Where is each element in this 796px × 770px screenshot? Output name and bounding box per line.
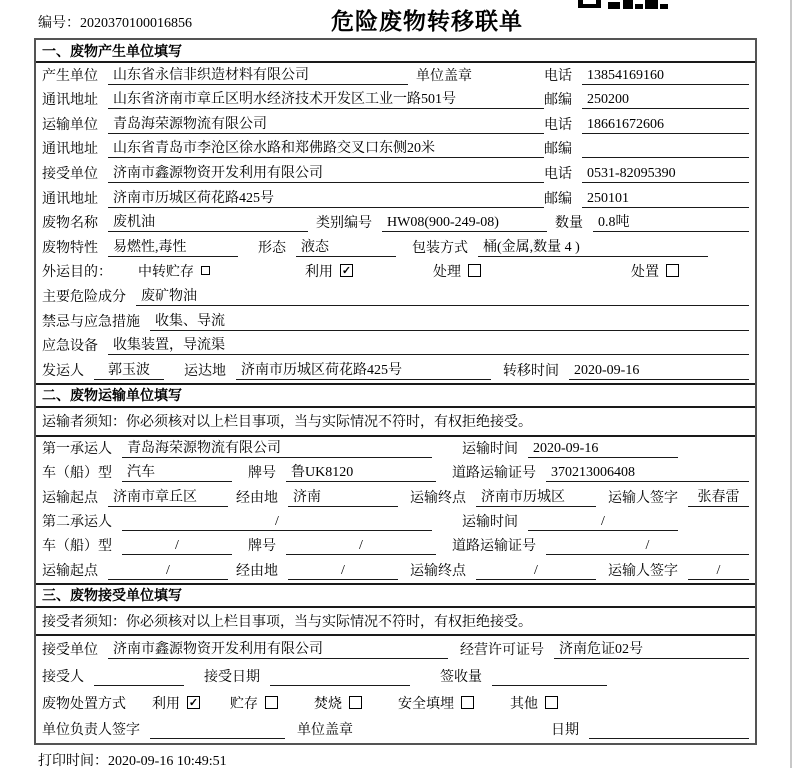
producer-unit-row: [36, 63, 755, 88]
quantity-label: 数量: [555, 216, 583, 232]
transporter-unit-label: 运输单位: [42, 117, 98, 133]
via2-value: /: [288, 563, 398, 580]
checkbox-icon: [461, 696, 474, 709]
receiver-zip-value: 250101: [582, 191, 749, 208]
disposal-option-storage: [230, 693, 278, 713]
permit-label: 经营许可证号: [460, 643, 544, 659]
receiver-notice: 接受者须知：你必须核对以上栏目事项，当与实际情况不符时，有权拒绝接受。: [36, 608, 755, 636]
taboo-label: 禁忌与应急措施: [42, 314, 140, 330]
receiver-address-row: [36, 186, 755, 211]
taboo-value: 收集、导流: [150, 310, 749, 331]
end2-label: 运输终点: [410, 563, 466, 579]
plate1-label: 牌号: [248, 466, 276, 482]
serial-number: [38, 12, 192, 32]
receiver-phone-value: 0531-82095390: [582, 166, 749, 183]
received-amount-value: [492, 685, 607, 686]
purpose-option-label: 中转贮存: [138, 265, 194, 281]
form-label: 形态: [258, 240, 286, 256]
license1-label: 道路运输证号: [452, 466, 536, 482]
form-value: 液态: [296, 236, 396, 257]
accept-date-value: [270, 685, 410, 686]
unit-seal2-label: 单位盖章: [297, 723, 353, 739]
checkbox-icon: [201, 266, 210, 275]
vehicle2-label: 车（船）型: [42, 539, 112, 555]
receiver-zip-label: 邮编: [544, 191, 572, 207]
checkbox-checked-icon: ✓: [341, 265, 352, 278]
accept-unit-value: 济南市鑫源物资开发利用有限公司: [108, 638, 448, 659]
transporter-phone-label: 电话: [544, 117, 572, 133]
sign1-value: 张春雷: [688, 486, 749, 507]
disposal-option-landfill: [398, 693, 474, 713]
category-code-label: 类别编号: [316, 216, 372, 232]
transporter-unit-value: 青岛海荣源物流有限公司: [108, 113, 544, 134]
producer-address-value: 山东省济南市章丘区明水经济技术开发区工业一路501号: [108, 88, 544, 109]
transport-time1-label: 运输时间: [462, 442, 518, 458]
transporter-address-value: 山东省青岛市李沧区徐水路和郑佛路交叉口东侧20米: [108, 137, 544, 158]
qr-code-icon: [578, 0, 670, 9]
transfer-time-value: 2020-09-16: [569, 363, 749, 380]
hazard-value: 废矿物油: [136, 285, 749, 306]
category-code-value: HW08(900-249-08): [382, 215, 547, 232]
accept-unit-label: 接受单位: [42, 643, 98, 659]
taboo-row: [36, 309, 755, 334]
serial-label: 编号：: [38, 16, 80, 31]
shipper-row: [36, 358, 755, 383]
disposal-label: 废物处置方式: [42, 696, 126, 712]
page-edge-line: [790, 0, 792, 768]
disposal-option-use: [152, 693, 200, 713]
checkbox-icon: [349, 696, 362, 709]
waste-trait-label: 废物特性: [42, 240, 98, 256]
producer-phone-value: 13854169160: [582, 68, 749, 85]
waste-trait-value: 易燃性,毒性: [108, 236, 238, 257]
transfer-time-label: 转移时间: [503, 363, 559, 379]
permit-value: 济南危证02号: [554, 638, 749, 659]
carrier2-row: [36, 510, 755, 534]
license2-value: /: [546, 538, 749, 555]
route1-row: [36, 485, 755, 509]
disposal-option-incinerate: [314, 693, 362, 713]
purpose-option-transfer-storage: [138, 261, 210, 281]
origin2-value: /: [108, 563, 228, 580]
via1-value: 济南: [288, 486, 398, 507]
checkbox-icon: [666, 264, 679, 277]
head-sign-row: [36, 716, 755, 743]
packing-label: 包装方式: [412, 240, 468, 256]
receiver-address-value: 济南市历城区荷花路425号: [108, 187, 544, 208]
waste-trait-row: [36, 235, 755, 260]
checkbox-icon: [468, 264, 481, 277]
producer-unit-label: 产生单位: [42, 68, 98, 84]
via1-label: 经由地: [236, 490, 278, 506]
destination-value: 济南市历城区荷花路425号: [236, 359, 491, 380]
producer-zip-value: 250200: [582, 92, 749, 109]
vehicle1-value: 汽车: [122, 461, 232, 482]
checkbox-icon: [545, 696, 558, 709]
producer-unit-value: 山东省永信非织造材料有限公司: [108, 64, 408, 85]
disposal-option-label: 其他: [510, 696, 538, 712]
equipment-label: 应急设备: [42, 339, 98, 355]
waste-name-label: 废物名称: [42, 216, 98, 232]
packing-value: 桶(金属,数量 4 ): [478, 236, 708, 257]
disposal-option-label: 安全填埋: [398, 696, 454, 712]
accept-person-label: 接受人: [42, 669, 84, 685]
purpose-label: 外运目的：: [42, 265, 112, 281]
producer-address-label: 通讯地址: [42, 93, 98, 109]
transporter-zip-value: [582, 157, 749, 158]
end1-label: 运输终点: [410, 490, 466, 506]
disposal-option-other: [510, 693, 558, 713]
transporter-notice: 运输者须知：你必须核对以上栏目事项，当与实际情况不符时，有权拒绝接受。: [36, 408, 755, 437]
carrier1-value: 青岛海荣源物流有限公司: [122, 437, 432, 458]
vehicle2-row: [36, 534, 755, 558]
carrier1-label: 第一承运人: [42, 442, 112, 458]
head-sign-value: [150, 738, 285, 739]
receiver-address-label: 通讯地址: [42, 191, 98, 207]
origin2-label: 运输起点: [42, 563, 98, 579]
equipment-row: [36, 334, 755, 359]
hazard-row: [36, 284, 755, 309]
transporter-address-label: 通讯地址: [42, 142, 98, 158]
sign2-label: 运输人签字: [608, 563, 678, 579]
purpose-option-dispose: [631, 261, 679, 281]
sign2-value: /: [688, 563, 749, 580]
producer-phone-label: 电话: [544, 68, 572, 84]
page-title: 危险废物转移联单: [331, 9, 523, 34]
transport-time2-value: /: [528, 514, 678, 531]
equipment-value: 收集装置，导流渠: [108, 334, 749, 355]
end2-value: /: [476, 563, 596, 580]
purpose-option-label: 处置: [631, 265, 659, 281]
receiver-phone-label: 电话: [544, 166, 572, 182]
transporter-address-row: [36, 137, 755, 162]
carrier2-label: 第二承运人: [42, 514, 112, 530]
accept-unit-row: [36, 636, 755, 663]
destination-label: 运达地: [184, 363, 226, 379]
transporter-zip-label: 邮编: [544, 142, 572, 158]
purpose-option-label: 处理: [433, 265, 461, 281]
disposal-option-label: 利用: [152, 696, 180, 712]
disposal-option-label: 贮存: [230, 696, 258, 712]
carrier1-row: [36, 437, 755, 461]
transporter-unit-row: [36, 112, 755, 137]
purpose-row: [36, 260, 755, 285]
vehicle1-row: [36, 461, 755, 485]
receiver-unit-label: 接受单位: [42, 166, 98, 182]
license2-label: 道路运输证号: [452, 539, 536, 555]
purpose-option-treat: [433, 261, 481, 281]
print-time-label: 打印时间：: [38, 754, 108, 769]
accept-date-label: 接受日期: [204, 669, 260, 685]
received-amount-label: 签收量: [440, 669, 482, 685]
shipper-value: 郭玉波: [94, 359, 164, 380]
origin1-value: 济南市章丘区: [108, 486, 228, 507]
hazard-label: 主要危险成分: [42, 289, 126, 305]
unit-seal-label: 单位盖章: [416, 68, 472, 84]
vehicle2-value: /: [122, 538, 232, 555]
plate1-value: 鲁UK8120: [286, 461, 436, 482]
receiver-unit-value: 济南市鑫源物资开发利用有限公司: [108, 162, 544, 183]
receiver-unit-row: [36, 161, 755, 186]
disposal-option-label: 焚烧: [314, 696, 342, 712]
purpose-option-label: 利用: [305, 265, 333, 281]
date2-value: [589, 738, 749, 739]
disposal-row: [36, 689, 755, 716]
checkbox-checked-icon: ✓: [188, 696, 199, 709]
quantity-value: 0.8吨: [593, 211, 749, 232]
accept-person-value: [94, 685, 184, 686]
print-time-value: 2020-09-16 10:49:51: [108, 754, 227, 769]
print-time: [38, 750, 227, 770]
purpose-option-use: [305, 261, 353, 281]
origin1-label: 运输起点: [42, 490, 98, 506]
section-3-header: 三、废物接受单位填写: [36, 583, 755, 608]
vehicle1-label: 车（船）型: [42, 466, 112, 482]
license1-value: 370213006408: [546, 465, 749, 482]
waste-name-value: 废机油: [108, 211, 308, 232]
date2-label: 日期: [551, 723, 579, 739]
producer-zip-label: 邮编: [544, 93, 572, 109]
checkbox-icon: [265, 696, 278, 709]
transport-time1-value: 2020-09-16: [528, 441, 678, 458]
plate2-value: /: [286, 538, 436, 555]
end1-value: 济南市历城区: [476, 486, 596, 507]
head-sign-label: 单位负责人签字: [42, 723, 140, 739]
carrier2-value: /: [122, 514, 432, 531]
section-1-header: 一、废物产生单位填写: [36, 40, 755, 63]
manifest-form: [34, 38, 757, 745]
route2-row: [36, 558, 755, 582]
section-2-header: 二、废物运输单位填写: [36, 383, 755, 408]
transport-time2-label: 运输时间: [462, 514, 518, 530]
serial-value: 2020370100016856: [80, 16, 192, 31]
sign1-label: 运输人签字: [608, 490, 678, 506]
transporter-phone-value: 18661672606: [582, 117, 749, 134]
producer-address-row: [36, 88, 755, 113]
accept-person-row: [36, 662, 755, 689]
shipper-label: 发运人: [42, 363, 84, 379]
via2-label: 经由地: [236, 563, 278, 579]
plate2-label: 牌号: [248, 539, 276, 555]
waste-name-row: [36, 211, 755, 236]
